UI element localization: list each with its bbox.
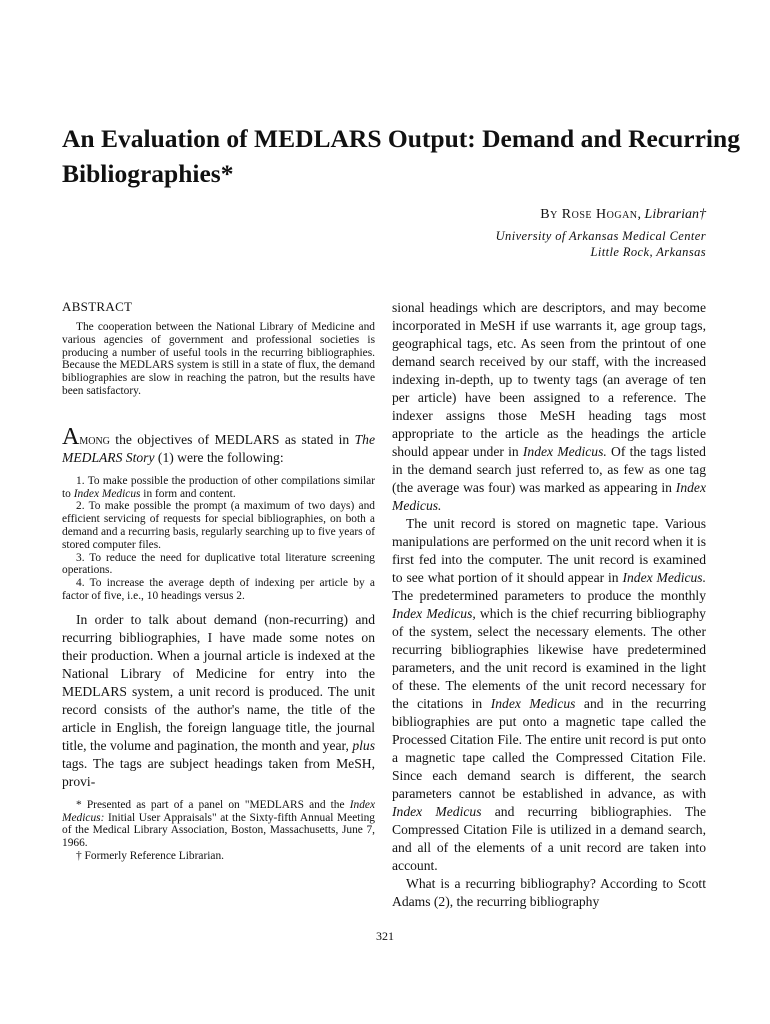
byline-prefix: By [540,207,562,222]
author-name: Rose Hogan [561,207,638,222]
list-item-text: in form and content. [140,487,236,500]
body-paragraph [392,515,706,875]
body-italic: Index Medicus [490,696,576,711]
body-text: In order to talk about demand (non-recurring) and recurring bibliographies, I have made some notes on their production. When a journal article is indexed at the National Library of Medicine for entry into the MEDLARS system, a unit record is produced. The unit record consists of the author's name, the title of the article in English, the foreign language title, the journal title, the volume and pagination, the month and year, [62,611,375,753]
abstract-heading: ABSTRACT [62,299,133,314]
drop-cap: A [62,423,80,450]
objectives-list [62,475,375,603]
body-italic: Index Medicus, [392,606,476,621]
affiliation [496,228,706,260]
affiliation-line-2: Little Rock, Arkansas [590,245,706,259]
body-text: The unit record is stored on magnetic tape. Various manipulations are performed on the unit record when it is first fed into the computer. The unit record is examined to see what portion of it should appear in [392,516,706,585]
footnote: † Formerly Reference Librarian. [76,849,225,862]
body-text: Of the tags listed in the demand search just referred to, as few as one tag (the average was four) was marked as appearing in [392,444,706,495]
footnote-italic: Index Medicus: [62,798,375,824]
body-italic: Index Medicus. [522,444,607,459]
body-italic: Index Medicus. [392,480,706,513]
right-column [392,299,706,911]
body-text: and in the recurring bibliographies are put onto a magnetic tape called the Processed Citation File. The entire unit record is put onto a magnetic tape called the Compressed Citation File. Since each demand search is different, the search parameters cannot be established in advance, as with [392,696,707,801]
lead-text-1: the objectives of MEDLARS as stated in [109,431,355,447]
lead-italic: The MEDLARS Story [62,431,375,465]
author-title: Librarian† [644,207,706,222]
body-text: tags. The tags are subject headings taken from MeSH, provi- [62,755,375,789]
lead-text-2: (1) were the following: [154,449,284,465]
footnotes [62,799,375,863]
body-text: and recurring bibliographies. The Compressed Citation File is utilized in a demand search, and all of the elements of a unit record are taken into account. [392,804,706,873]
list-item-italic: Index Medicus [73,487,141,500]
footnote [62,799,375,850]
body-italic: Index Medicus [392,804,482,819]
left-column [62,299,375,863]
list-item: 4. To increase the average depth of indexing per article by a factor of five, i.e., 10 headings versus 2. [62,577,375,602]
body-paragraph [62,611,375,791]
body-paragraph: What is a recurring bibliography? According to Scott Adams (2), the recurring bibliography [392,876,706,909]
lead-paragraph [62,423,375,467]
body-text: which is the chief recurring bibliography of the system, select the necessary elements. The other recurring bibliographies likewise have predetermined parameters, and the unit record is examined in the light of these. The elements of the unit record necessary for the citations in [392,606,706,711]
article-title: An Evaluation of MEDLARS Output: Demand and Recurring Bibliographies* [62,124,740,188]
list-item [62,475,375,501]
body-italic: plus [352,737,375,753]
page-number: 321 [376,929,394,943]
body-text: The predetermined parameters to produce the monthly [392,588,706,603]
affiliation-line-1: University of Arkansas Medical Center [495,229,706,243]
abstract-text: The cooperation between the National Library of Medicine and various agencies of government and professional societies is producing a number of useful tools in the recurring bibliographies. Because the MEDLARS system is still in a state of flux, the demand bibliographies are slow in reaching the patron, but the results have been satisfactory. [62,321,375,397]
list-item: 3. To reduce the need for duplicative total literature screening operations. [62,551,375,577]
lead-smallcaps: mong [79,431,110,447]
footnote-text: * Presented as part of a panel on "MEDLARS and the [76,798,350,811]
body-text: sional headings which are descriptors, and may become incorporated in MeSH if use warrants it, age group tags, geographical tags, etc. As seen from the printout of one demand search received by our staff, with the increased indexing in-depth, up to twenty tags (an average of ten per article) have been assigned to a reference. The indexer assigns those MeSH heading tags most appropriate to the article as the headings the article should appear under in [392,300,706,459]
body-paragraph [392,299,706,515]
list-item-text: 1. To make possible the production of other compilations similar to [62,474,375,500]
body-italic: Index Medicus. [622,570,706,585]
byline [540,207,706,223]
list-item: 2. To make possible the prompt (a maximum of two days) and efficient servicing of requests for special bibliographies, on both a demand and a recurring basis, regularly searching up to five years of stored computer files. [62,500,375,551]
author-separator: , [637,207,645,222]
footnote-text: Initial User Appraisals" at the Sixty-fifth Annual Meeting of the Medical Library Association, Boston, Massachusetts, June 7, 1966. [62,811,375,850]
